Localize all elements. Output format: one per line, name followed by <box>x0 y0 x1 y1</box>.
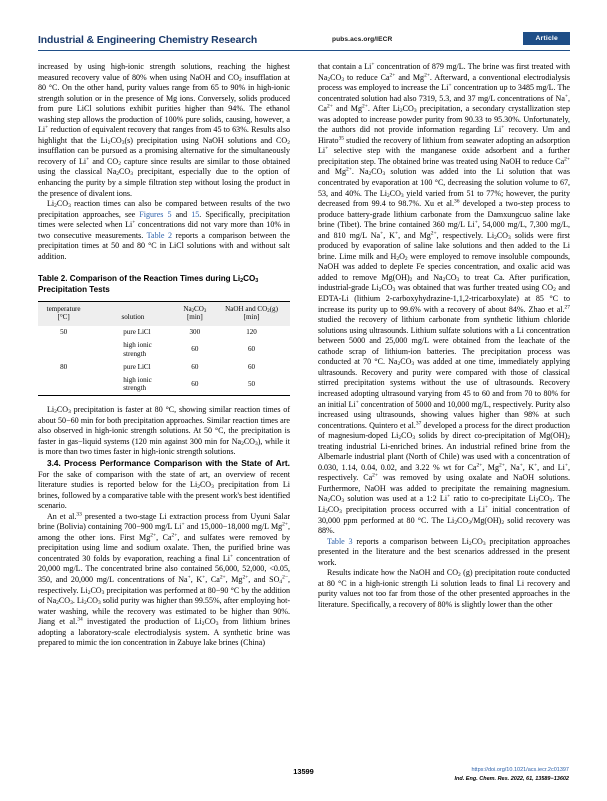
table-body <box>38 326 290 396</box>
table-header-row <box>38 301 290 325</box>
cell-solution: high ionic strength <box>123 341 152 358</box>
paragraph-left-1: increased by using high-ionic strength solutions, reaching the highest measured recovery value of 80% when using NaOH and $CO_2$ insufflation at 80 °C. On the other hand, purity values range from 65 to 90% in high-ionic strength solution or in the presence of Mg ions. Conversely, solids produced from pure LiCl solutions exhibit purities higher than 94%. The ethanol washing step allows the production of 100% pure solids, causing, however, a Li+ reduction of equivalent recovery that ranges from 45 to 63%. Results also highlight that the $Li_2CO_3(s)$ precipitation using NaOH solutions and $CO_2$ insufflation can be pursued as a promising alternative for the simultaneously recovery of Li+ and $CO_2$ capture since results are similar to those obtained using the classical $Na_2CO_3$ precipitant, especially due to the option of enhancing the purity by a simple filtration step without losing the product in the presence of divalent ions. <box>38 62 290 198</box>
cell-temperature <box>38 374 89 396</box>
cell-na2co3: 300 <box>189 328 201 337</box>
cell-na2co3: 60 <box>191 345 199 354</box>
table-row <box>38 374 290 396</box>
cell-na2co3: 60 <box>191 362 199 371</box>
journal-url[interactable]: pubs.acs.org/IECR <box>332 36 393 43</box>
col-header-solution: solution <box>89 301 176 325</box>
table-3-reference[interactable]: Table 3 <box>327 536 353 546</box>
section-heading: 3.4. Process Performance Comparison with the State of Art. <box>47 458 290 468</box>
left-column <box>38 62 290 649</box>
col-header-temperature: temperature [°C] <box>38 301 89 325</box>
paragraph-right-2: Table 3 reports a comparison between $Li_2CO_3$ precipitation approaches presented in the literature and the best scenarios addressed in the present work. <box>318 536 570 567</box>
cell-temperature <box>38 339 89 361</box>
table-row <box>38 339 290 361</box>
doi-link[interactable]: https://doi.org/10.1021/acs.iecr.2c01397 <box>471 767 569 773</box>
cell-na2co3: 60 <box>191 380 199 389</box>
cell-temperature: 50 <box>60 328 68 337</box>
article-type-badge: Article <box>523 32 570 45</box>
table-row <box>38 326 290 339</box>
cell-solution: high ionic strength <box>123 376 152 393</box>
figure-reference-2[interactable]: 15 <box>191 209 200 219</box>
table-caption: Table 2. Comparison of the Reaction Times during $Li_2CO_3$ Precipitation Tests <box>38 273 259 294</box>
page-number: 13599 <box>293 767 314 776</box>
journal-title: Industrial & Engineering Chemistry Research <box>38 34 258 46</box>
cell-solution-line2: strength <box>123 384 147 393</box>
paragraph-left-4: 3.4. Process Performance Comparison with the State of Art. For the sake of comparison with the state of art, an overview of recent literature studies is reported below for the $Li_2CO_3$ precipitation from Li brines, followed by a comparative table with the present work's best identified scenario. <box>38 458 291 511</box>
paragraph-left-2: $Li_2CO_3$ reaction times can also be compared between results of the two precipitation approaches, see Figures 5 and 15. Specifically, precipitation times were selected when Li+ concentrations did not vary more than 10% in two consecutive measurements. Table 2 reports a comparison between the precipitation times at 50 and 80 °C in LiCl solutions with and without salt addition. <box>38 199 290 261</box>
cell-naoh-co2: 50 <box>247 380 256 389</box>
table-spacer <box>38 396 290 405</box>
reaction-times-table <box>38 301 290 395</box>
table-row <box>38 360 290 373</box>
cell-solution: pure LiCl <box>123 362 151 371</box>
table-2-block <box>38 273 290 405</box>
cell-naoh-co2: 60 <box>247 345 256 354</box>
cell-naoh-co2: 60 <box>247 362 256 371</box>
paragraph-left-5: An et al.$^{33}$ presented a two-stage Li extraction process from Uyuni Salar brine (Bolivia) containing 700−900 mg/L Li+ and 15,000−18,000 mg/L $Mg^{2+}$, among the other ions. First $Mg^{2+}$, $Ca^{2+}$, and sulfates were removed by precipitation using lime and sodium oxalate. Then, the purified brine was concentrated 30 folds by evaporation, reaching a final Li+ concentration of 20,000 mg/L. The concentrated brine also contained 56,000, 52,000, <0.05, 350, and 20,000 mg/L concentrations of Na+, K+, $Ca^{2+}$, $Mg^{2+}$, and $SO_4^{2-}$, respectively. $Li_2CO_3$ precipitation was performed at 80−90 °C by the addition of $Na_2CO_3$. $Li_2CO_3$ solid purity was higher than 99.55%, after employing hot-water washing, while the recovery was estimated to be higher than 90%. Jiang et al.$^{34}$ investigated the production of $Li_2CO_3$ from lithium brines adopting a laboratory-scale electrodialysis system. A synthetic brine was prepared to mimic the ion concentration in Zabuye lake brines (China) <box>38 511 291 648</box>
col-header-naoh-co2: NaOH and $CO_2(g)$ [min] <box>213 301 290 325</box>
cell-solution: pure LiCl <box>123 328 151 337</box>
paragraph-right-3: Results indicate how the NaOH and $CO_2$ (g) precipitation route conducted at 80 °C in a high-ionic strength Li solution leads to final Li recovery and purity values not too far from those of the other presented approaches in the literature. Specifically, a recovery of 80% is slightly lower than the other <box>318 568 570 609</box>
right-column <box>318 62 570 610</box>
col-header-na2co3: $Na_2CO_3$ [min] <box>177 301 213 325</box>
citation-line: Ind. Eng. Chem. Res. 2022, 61, 13589−13602 <box>454 776 569 783</box>
paragraph-left-3: $Li_2CO_3$ precipitation is faster at 80 °C, showing similar reaction times of about 50−60 min for both precipitation approaches. Similar reaction times are also observed in high-ionic strength solutions. At 50 °C, the precipitation is faster in gas−liquid systems (120 min against 300 min for $Na_2CO_3$), while it is more than two times faster in high-ionic strength solutions. <box>38 405 290 457</box>
paragraph-right-1: that contain a Li+ concentration of 879 mg/L. The brine was first treated with $Na_2CO_3$ to reduce $Ca^{2+}$ and $Mg^{2+}$. Afterward, a conventional electrodialysis process was employed to increase the Li+ concentration up to 3485 mg/L. The concentrated solution had also 7319, 5.3, and 37 mg/L concentrations of Na+, $Ca^{2+}$ and $Mg^{2+}$. After $Li_2CO_3$ precipitation, a secondary crystallization step was adopted to increase powder purity from 90.33 to 95.30%. Unfortunately, the authors did not provide information regarding Li+ recovery. Um and Hirato$^{35}$ studied the recovery of lithium from seawater adopting an adsorption Li+ selective step with the manganese oxide adsorbent and a further precipitation step. The obtained brine was treated using NaOH to reduce $Ca^{2+}$ and $Mg^{2+}$. $Na_2CO_3$ solution was added into the Li solution that was concentrated by evaporation at 100 °C, decreasing the solution volume to 67, 53, and 40%. The $Li_2CO_3$ yield varied from 51 to 77%; however, the purity decreased from 99.4 to 98.7%. Xu et al.$^{36}$ developed a two-step process to produce battery-grade lithium carbonate from the Damxungcuo saline lake brine (Tibet). The brine contained 360 mg/L Li+, 54,000 mg/L, 7,300 mg/L, and 810 mg/L Na+, K+, and $Mg^{2+}$, respectively. $Li_2CO_3$ solids were first produced by evaporation of saline lake solutions and then added to the Li brine. Lime milk and $H_2O_2$ were employed to remove insoluble compounds, NaOH was added to deplete Fe species concentration, and oxalic acid was added to remove $Mg(OH)_2$ and $Na_2CO_3$ to treat Ca. After purification, industrial-grade $Li_2CO_3$ was obtained that was further treated using $CO_2$ and EDTA-Li (lithium 2-carboxyhydrazine-1,1,2-tricarboxylate) at 85 °C to increase its purity up to 99.6% with a recovery of about 84%. Zhao et al.$^{27}$ studied the recovery of lithium carbonate from synthetic lithium chloride solutions using ultrasounds. Lithium sulfate solutions with a Li concentration between 5000 and 25,000 mg/L were obtained from the leachate of the cathode scrap of lithium-ion batteries. The precipitation process was conducted at 70 °C. $Na_2CO_3$ was added at one time, immediately applying ultrasounds. Recovery and purity were compared with those of classical stirred precipitation systems without the use of ultrasounds. Recovery increased adopting ultrasound varying from 45 to 60 and from 70 to 80% for an initial Li+ concentration of 5000 and 10,000 mg/L, respectively. Purity also increased using ultrasounds, showing values higher than 98% at such concentrations. Quintero et al.$^{37}$ developed a process for the direct production of magnesium-doped $Li_2CO_3$ solids by direct co-precipitation of $Mg(OH)_2$ treating industrial Li-enriched brines. An industrial refined brine from the Albemarle industrial plant (North of Chile) was used with a concentration of 0.030, 1.14, 0.04, 0.02, and 3.22 % wt for $Ca^{2+}$, $Mg^{2+}$, Na+, K+, and Li+, respectively. $Ca^{2+}$ was removed by using oxalate and NaOH solutions. Furthermore, NaOH was added to precipitate the remaining magnesium. $Na_2CO_3$ solution was used at a 1:2 Li+ ratio to co-precipitate $Li_2CO_3$. The $Li_2CO_3$ precipitation process occurred with a Li+ initial concentration of 30,000 ppm performed at 80 °C. The $Li_2CO_3/Mg(OH)_2$ solid recovery was 88%. <box>318 61 571 536</box>
table-reference[interactable]: Table 2 <box>146 230 173 240</box>
footer-citation-block <box>455 766 570 784</box>
running-head <box>38 31 570 49</box>
cell-naoh-co2: 120 <box>246 328 257 337</box>
cell-temperature: 80 <box>60 362 68 371</box>
cell-solution-line2: strength <box>123 349 147 358</box>
figure-reference[interactable]: Figures 5 <box>139 209 172 219</box>
header-divider <box>38 50 570 51</box>
table-header <box>38 301 290 325</box>
